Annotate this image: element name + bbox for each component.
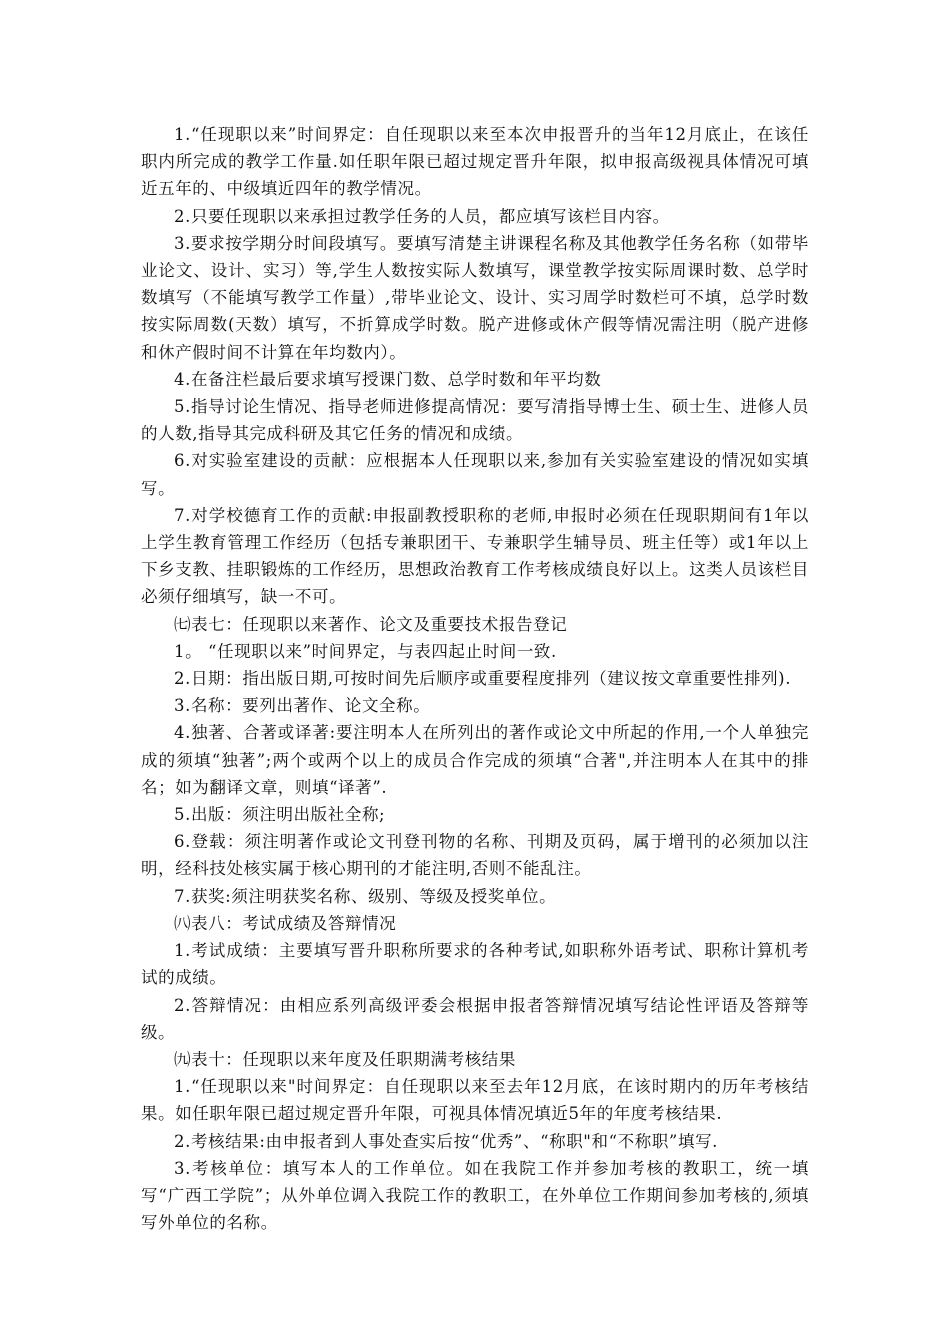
paragraph-awards: 7.获奖:须注明获奖名称、级别、等级及授奖单位。 bbox=[174, 886, 557, 906]
paragraph-remarks-column: 4.在备注栏最后要求填写授课门数、总学时数和年平均数 bbox=[174, 369, 602, 389]
document-body bbox=[141, 121, 809, 1236]
paragraph-teaching-period: 1.“任现职以来”时间界定：自任现职以来至本次申报晋升的当年12月底止，在该任职内所完成的教学工作量.如任职年限已超过规定晋升年限，拟申报高级视具体情况可填近五年的、中级填近四年的教学情况。 bbox=[141, 125, 809, 199]
paragraph-assessment-unit: 3.考核单位：填写本人的工作单位。如在我院工作并参加考核的教职工，统一填写“广西工学院”；从外单位调入我院工作的教职工，在外单位工作期间参加考核的,须填写外单位的名称。 bbox=[141, 1158, 809, 1233]
paragraph-lab-contribution: 6.对实验室建设的贡献：应根据本人任现职以来,参加有关实验室建设的情况如实填写。 bbox=[141, 451, 809, 498]
paragraph-moral-education: 7.对学校德育工作的贡献:申报副教授职称的老师,申报时必须在任现职期间有1年以上学生教育管理工作经历（包括专兼职团干、专兼职学生辅导员、班主任等）或1年以上下乡支教、挂职锻炼的工作经历，思想政治教育工作考核成绩良好以上。这类人员该栏目必须仔细填写，缺一不可。 bbox=[141, 505, 809, 607]
paragraph-defense: 2.答辩情况：由相应系列高级评委会根据申报者答辩情况填写结论性评语及答辩等级。 bbox=[141, 995, 809, 1042]
paragraph-exam-scores: 1.考试成绩：主要填写晋升职称所要求的各种考试,如职称外语考试、职称计算机考试的成绩。 bbox=[141, 941, 809, 988]
section-heading-table-eight: ㈧表八：考试成绩及答辩情况 bbox=[174, 913, 397, 933]
paragraph-assessment-period: 1.“任现职以来"时间界定：自任现职以来至去年12月底，在该时期内的历年考核结果。如任职年限已超过规定晋升年限，可视具体情况填近5年的年度考核结果. bbox=[141, 1077, 809, 1124]
section-heading-table-ten: ㈨表十：任现职以来年度及任职期满考核结果 bbox=[174, 1049, 516, 1069]
paragraph-by-semester: 3.要求按学期分时间段填写。要填写清楚主讲课程名称及其他教学任务名称（如带毕业论文、设计、实习）等,学生人数按实际人数填写，课堂教学按实际周课时数、总学时数填写（不能填写教学工作量）,带毕业论文、设计、实习周学时数栏可不填，总学时数按实际周数(天数）填写，不折算成学时数。脱产进修或休产假等情况需注明（脱产进修和休产假时间不计算在年均数内）。 bbox=[141, 233, 809, 362]
paragraph-authorship: 4.独著、合著或译著:要注明本人在所列出的著作或论文中所起的作用,一个人单独完成的须填“独著”;两个或两个以上的成员合作完成的须填“合著",并注明本人在其中的排名；如为翻译文章，则填“译著”. bbox=[141, 723, 809, 797]
paragraph-publisher: 5.出版：须注明出版社全称; bbox=[174, 805, 386, 825]
paragraph-date: 2.日期：指出版日期,可按时间先后顺序或重要程度排列（建议按文章重要性排列). bbox=[174, 669, 792, 689]
paragraph-who-fills: 2.只要任现职以来承担过教学任务的人员，都应填写该栏目内容。 bbox=[174, 206, 670, 226]
paragraph-supervision: 5.指导讨论生情况、指导老师进修提高情况：要写清指导博士生、硕士生、进修人员的人数,指导其完成科研及其它任务的情况和成绩。 bbox=[141, 397, 809, 444]
section-heading-table-seven: ㈦表七：任现职以来著作、论文及重要技术报告登记 bbox=[174, 614, 568, 634]
paragraph-publication-period: 1。 “任现职以来”时间界定，与表四起止时间一致. bbox=[174, 641, 557, 661]
paragraph-assessment-result: 2.考核结果:由申报者到人事处查实后按“优秀”、“称职"和“不称职”填写. bbox=[174, 1131, 719, 1151]
paragraph-name: 3.名称：要列出著作、论文全称。 bbox=[174, 696, 431, 716]
paragraph-journal: 6.登载：须注明著作或论文刊登刊物的名称、刊期及页码，属于增刊的必须加以注明，经科技处核实属于核心期刊的才能注明,否则不能乱注。 bbox=[141, 832, 809, 879]
